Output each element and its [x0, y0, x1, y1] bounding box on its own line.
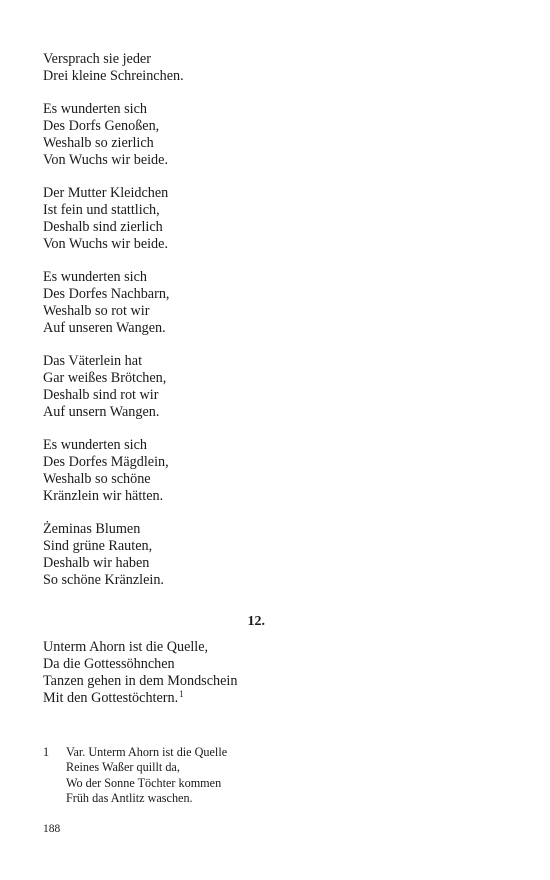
verse-line: Kränzlein wir hätten.	[43, 488, 164, 504]
footnote-body	[66, 745, 227, 806]
stanza	[43, 269, 503, 337]
verse-line: Es wunderten sich	[43, 269, 148, 285]
verse-line: Von Wuchs wir beide.	[43, 152, 168, 168]
verse-line: Da die Gottessöhnchen	[43, 656, 175, 672]
verse-line: Ist fein und stattlich,	[43, 202, 160, 218]
verse-line: Weshalb so schöne	[43, 471, 151, 487]
verse-line: Versprach sie jeder	[43, 51, 151, 67]
verse-line: Des Dorfes Nachbarn,	[43, 286, 170, 302]
stanza	[43, 101, 503, 169]
verse-line: Unterm Ahorn ist die Quelle,	[43, 639, 209, 655]
verse-line: Deshalb sind zierlich	[43, 219, 163, 235]
section-number: 12.	[247, 614, 265, 629]
verse-line: Drei kleine Schreinchen.	[43, 68, 184, 84]
stanza	[43, 51, 503, 85]
verse-line: Auf unseren Wangen.	[43, 320, 166, 336]
stanza	[43, 437, 503, 505]
verse-line: Deshalb wir haben	[43, 555, 150, 571]
footnote-number: 1	[43, 745, 50, 759]
verse-line: Von Wuchs wir beide.	[43, 236, 168, 252]
poem-12	[43, 639, 237, 707]
verse-line: Mit den Gottestöchtern.	[43, 690, 179, 706]
verse-line: Das Väterlein hat	[43, 353, 143, 369]
footnote	[43, 745, 227, 806]
stanza	[43, 521, 503, 589]
verse-line: Der Mutter Kleidchen	[43, 185, 169, 201]
footnote-line: Reines Waßer quillt da,	[66, 760, 180, 775]
verse-line: Des Dorfs Genoßen,	[43, 118, 160, 134]
poem-continuation	[43, 51, 503, 605]
page-number: 188	[43, 823, 61, 835]
verse-line: Es wunderten sich	[43, 101, 148, 117]
verse-line-with-footnote	[43, 690, 237, 707]
footnote-line: Var. Unterm Ahorn ist die Quelle	[66, 745, 228, 759]
verse-line: Gar weißes Brötchen,	[43, 370, 167, 386]
verse-line: Es wunderten sich	[43, 437, 148, 453]
stanza	[43, 353, 503, 421]
footnote-line: Früh das Antlitz waschen.	[66, 790, 193, 805]
verse-line: Sind grüne Rauten,	[43, 538, 153, 554]
footnote-line: Wo der Sonne Töchter kommen	[66, 775, 222, 790]
verse-line: So schöne Kränzlein.	[43, 572, 164, 588]
verse-line: Żeminas Blumen	[43, 521, 141, 537]
stanza	[43, 185, 503, 253]
verse-line: Auf unsern Wangen.	[43, 404, 160, 420]
verse-line: Weshalb so rot wir	[43, 303, 150, 319]
verse-line: Des Dorfes Mägdlein,	[43, 454, 169, 470]
footnote-reference[interactable]: 1	[179, 689, 184, 699]
verse-line: Weshalb so zierlich	[43, 135, 154, 151]
verse-line: Tanzen gehen in dem Mondschein	[43, 673, 238, 689]
verse-line: Deshalb sind rot wir	[43, 387, 159, 403]
